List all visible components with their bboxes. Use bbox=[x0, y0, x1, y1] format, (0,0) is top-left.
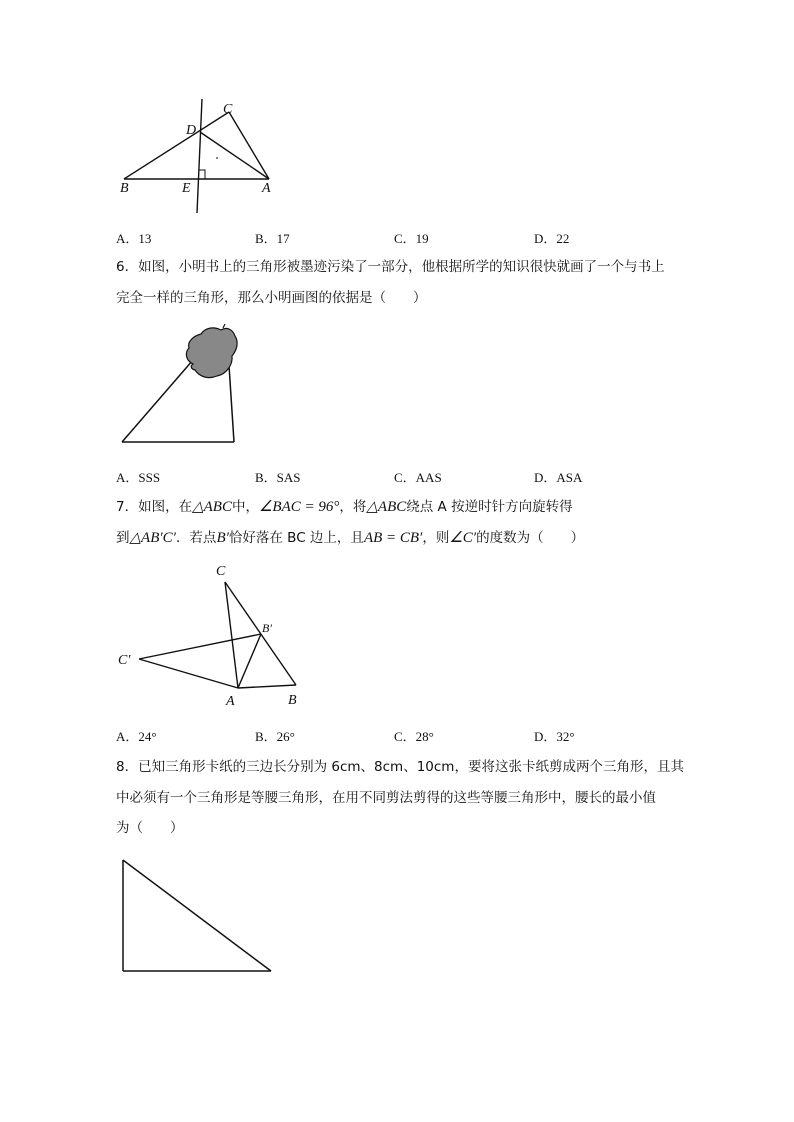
q7-option-a[interactable]: A．24° bbox=[116, 729, 157, 744]
label-D: D bbox=[186, 123, 197, 138]
q7-option-c[interactable]: C．28° bbox=[394, 729, 434, 744]
q7-l2-point: B′ bbox=[216, 530, 229, 546]
label-B: B bbox=[120, 181, 129, 196]
right-angle-mark bbox=[199, 170, 205, 179]
segment-C-prime-B-prime bbox=[139, 634, 261, 659]
q7-l2-i: 的度数为（ ） bbox=[476, 530, 585, 546]
q5-option-a[interactable]: A．13 bbox=[116, 231, 152, 246]
q7-l2-a: 到 bbox=[116, 530, 130, 546]
q7-text-line2 bbox=[116, 528, 584, 548]
q6-text-line1: 6．如图，小明书上的三角形被墨迹污染了一部分，他根据所学的知识很快就画了一个与书上 bbox=[116, 259, 665, 275]
q8-text-line3: 为（ ） bbox=[116, 820, 184, 836]
q7-l2-equation: AB = CB′ bbox=[363, 530, 423, 546]
q7-l2-e: 恰好落在 BC 边上，且 bbox=[228, 530, 364, 546]
q6-option-b[interactable]: B．SAS bbox=[255, 470, 301, 485]
label-E: E bbox=[182, 181, 191, 196]
q8-text-line1: 8．已知三角形卡纸的三边长分别为 6cm、8cm、10cm，要将这张卡纸剪成两个三角形，且其 bbox=[116, 759, 684, 775]
label-C-prime: C′ bbox=[118, 653, 131, 668]
triangle-left-side bbox=[122, 360, 193, 442]
triangle-hypotenuse bbox=[123, 860, 271, 971]
q7-l1-angle: ∠BAC = 96° bbox=[258, 499, 340, 515]
label-B: B bbox=[288, 693, 297, 708]
label-B-prime: B′ bbox=[262, 621, 272, 635]
q7-l2-angle: ∠C′ bbox=[449, 530, 477, 546]
segment-C-prime-A bbox=[139, 659, 238, 688]
label-C: C bbox=[223, 102, 233, 117]
segment-CA bbox=[229, 112, 269, 179]
q7-option-d[interactable]: D．32° bbox=[534, 729, 575, 744]
q6-option-d[interactable]: D．ASA bbox=[534, 470, 583, 485]
q5-option-c[interactable]: C．19 bbox=[394, 231, 429, 246]
q7-l2-triangle: △AB′C′ bbox=[129, 530, 176, 546]
segment-DA bbox=[200, 132, 269, 179]
q7-figure bbox=[112, 558, 312, 710]
q6-text-line2: 完全一样的三角形，那么小明画图的依据是（ ） bbox=[116, 290, 427, 306]
q7-l2-c: ．若点 bbox=[175, 530, 217, 546]
q7-l1-triangle2: △ABC bbox=[366, 499, 407, 515]
segment-AB-prime bbox=[238, 634, 261, 688]
q7-option-b[interactable]: B．26° bbox=[255, 729, 295, 744]
q6-option-c[interactable]: C．AAS bbox=[394, 470, 442, 485]
q6-figure bbox=[115, 320, 245, 450]
label-A: A bbox=[262, 181, 271, 196]
segment-BC bbox=[124, 112, 229, 179]
perpendicular-line bbox=[197, 99, 202, 213]
q8-text-line2: 中必须有一个三角形是等腰三角形，在用不同剪法剪得的这些等腰三角形中，腰长的最小值 bbox=[116, 790, 656, 806]
q5-option-b[interactable]: B．17 bbox=[255, 231, 290, 246]
q7-l1-triangle: △ABC bbox=[192, 499, 232, 515]
q6-option-a[interactable]: A．SSS bbox=[116, 470, 161, 485]
q5-option-d[interactable]: D．22 bbox=[534, 231, 570, 246]
label-C: C bbox=[216, 564, 226, 579]
segment-AB bbox=[238, 685, 296, 688]
q7-l2-g: ，则 bbox=[422, 530, 450, 546]
q7-l1-g: 绕点 A 按逆时针方向旋转得 bbox=[406, 499, 573, 515]
q7-l1-e: ，将 bbox=[339, 499, 367, 515]
q8-figure bbox=[118, 855, 278, 977]
q7-l1-a: 7．如图，在 bbox=[116, 499, 193, 515]
q5-figure bbox=[110, 95, 300, 220]
q7-text-line1 bbox=[116, 497, 573, 517]
label-A: A bbox=[226, 694, 235, 709]
q7-l1-c: 中， bbox=[231, 499, 259, 515]
